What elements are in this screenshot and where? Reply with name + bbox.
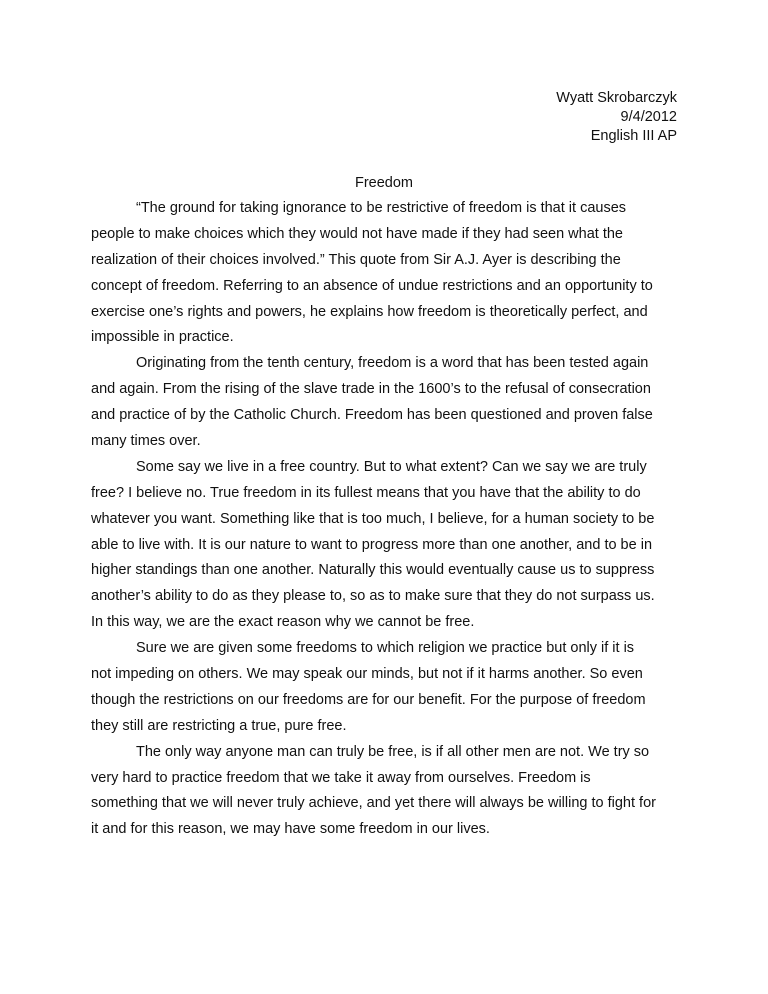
paragraph-4-line: not impeding on others. We may speak our minds, but not if it harms another. So even	[91, 666, 643, 683]
paragraph-2-line: and again. From the rising of the slave trade in the 1600’s to the refusal of consecration	[91, 381, 651, 398]
paragraph-3-line: whatever you want. Something like that is too much, I believe, for a human society to be	[91, 510, 655, 527]
essay-body	[91, 196, 681, 843]
paragraph-5-line: very hard to practice freedom that we take it away from ourselves. Freedom is	[91, 769, 591, 786]
paragraph-2-line: Originating from the tenth century, freedom is a word that has been tested again	[136, 355, 649, 372]
paragraph-4-line: though the restrictions on our freedoms are for our benefit. For the purpose of freedom	[91, 691, 646, 708]
header-block	[556, 89, 677, 146]
author-name: Wyatt Skrobarczyk	[556, 90, 677, 106]
paragraph-1-line: concept of freedom. Referring to an absence of undue restrictions and an opportunity to	[91, 277, 653, 294]
paragraph-4-line: they still are restricting a true, pure free.	[91, 717, 347, 734]
paragraph-3-line: Some say we live in a free country. But to what extent? Can we say we are truly	[136, 458, 647, 475]
paragraph-2-line: many times over.	[91, 433, 201, 450]
paragraph-1-line: “The ground for taking ignorance to be restrictive of freedom is that it causes	[136, 200, 627, 216]
paragraph-5-line: it and for this reason, we may have some freedom in our lives.	[91, 821, 490, 838]
paragraph-5-line: The only way anyone man can truly be free, is if all other men are not. We try so	[136, 743, 650, 760]
paragraph-5-line: something that we will never truly achieve, and yet there will always be willing to fight for	[91, 795, 656, 812]
paragraph-1-line: realization of their choices involved.” This quote from Sir A.J. Ayer is describing the	[91, 251, 621, 268]
document-date: 9/4/2012	[620, 109, 677, 125]
course-name: English III AP	[590, 128, 677, 144]
essay-title: Freedom	[354, 175, 414, 191]
paragraph-3-line: able to live with. It is our nature to want to progress more than one another, and to be in	[91, 536, 653, 553]
paragraph-3-line: another’s ability to do as they please to, so as to make sure that they do not surpass us.	[91, 588, 655, 605]
paragraph-4-line: Sure we are given some freedoms to which religion we practice but only if it is	[136, 640, 635, 657]
paragraph-1-line: people to make choices which they would not have made if they had seen what the	[91, 225, 623, 242]
paragraph-2-line: and practice of by the Catholic Church. Freedom has been questioned and proven false	[91, 407, 653, 424]
paragraph-3-line: In this way, we are the exact reason why we cannot be free.	[91, 614, 475, 631]
paragraph-3-line: higher standings than one another. Naturally this would eventually cause us to suppress	[91, 562, 655, 579]
paragraph-3-line: free? I believe no. True freedom in its fullest means that you have that the ability to do	[91, 484, 641, 501]
paragraph-1-line: exercise one’s rights and powers, he explains how freedom is theoretically perfect, and	[91, 303, 648, 320]
paragraph-1-line: impossible in practice.	[91, 329, 234, 346]
